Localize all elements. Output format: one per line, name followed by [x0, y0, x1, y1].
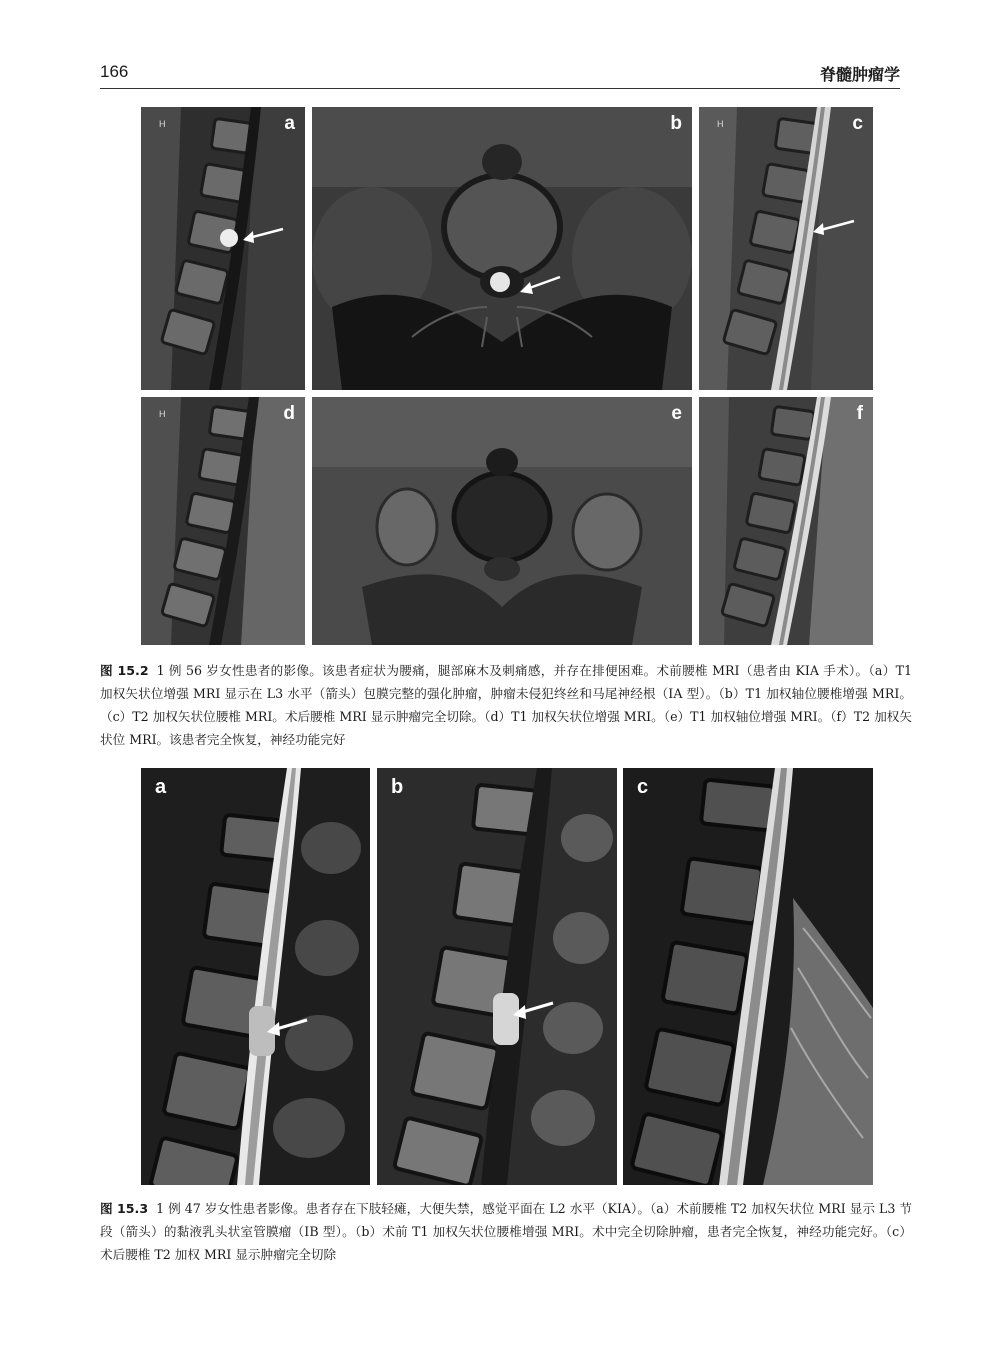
figure-15-2-panel-a	[141, 107, 305, 390]
figure-15-2-panel-e	[312, 397, 692, 645]
caption-label: 图 15.3	[100, 1201, 149, 1216]
panel-label: b	[670, 113, 682, 134]
figure-15-2-panel-d	[141, 397, 305, 645]
running-title: 脊髓肿瘤学	[819, 65, 900, 84]
mri-sagittal-image	[141, 768, 370, 1185]
mri-sagittal-image	[141, 397, 305, 645]
image-marker-h: H	[717, 119, 724, 129]
figure-15-2-panel-b	[312, 107, 692, 390]
mri-axial-image	[312, 107, 692, 390]
panel-label: d	[283, 403, 295, 424]
mri-sagittal-image	[623, 768, 873, 1185]
mri-sagittal-image	[699, 397, 873, 645]
figure-15-3-panel-b	[377, 768, 617, 1185]
mri-axial-image	[312, 397, 692, 645]
caption-text: 1 例 47 岁女性患者影像。患者存在下肢轻瘫，大便失禁，感觉平面在 L2 水平（KIA）。（a）术前腰椎 T2 加权矢状位 MRI 显示 L3 节段（箭头）的黏液乳头状室管膜瘤（ⅠB 型）。（b）术前 T1 加权矢状位腰椎增强 MRI。术中完全切除肿瘤，患者完全恢复，神经功能完好。（c）术后腰椎 T2 加权 MRI 显示肿瘤完全切除	[100, 1201, 912, 1262]
figure-15-3-panel-c	[623, 768, 873, 1185]
mri-sagittal-image	[141, 107, 305, 390]
figure-15-2-panel-f	[699, 397, 873, 645]
figure-15-3-caption	[100, 1197, 912, 1266]
panel-label: b	[391, 776, 404, 798]
mri-sagittal-image	[699, 107, 873, 390]
mri-sagittal-image	[377, 768, 617, 1185]
panel-label: a	[155, 776, 167, 798]
panel-label: a	[284, 113, 295, 134]
page-header	[100, 62, 900, 92]
header-rule	[100, 88, 900, 89]
panel-label: c	[637, 776, 649, 798]
panel-label: c	[852, 113, 863, 134]
panel-label: e	[671, 403, 682, 424]
page-number: 166	[100, 62, 129, 81]
figure-15-3-panel-a	[141, 768, 370, 1185]
panel-label: f	[856, 403, 863, 424]
caption-text: 1 例 56 岁女性患者的影像。该患者症状为腰痛，腿部麻木及刺痛感，并存在排便困难。术前腰椎 MRI（患者由 KIA 手术）。（a）T1 加权矢状位增强 MRI 显示在 L3 水平（箭头）包膜完整的强化肿瘤，肿瘤未侵犯终丝和马尾神经根（ⅠA 型）。（b）T1 加权轴位腰椎增强 MRI。（c）T2 加权矢状位腰椎 MRI。术后腰椎 MRI 显示肿瘤完全切除。（d）T1 加权矢状位增强 MRI。（e）T1 加权轴位增强 MRI。（f）T2 加权矢状位 MRI。该患者完全恢复，神经功能完好	[100, 663, 912, 747]
caption-label: 图 15.2	[100, 663, 149, 678]
figure-15-2-caption	[100, 659, 912, 751]
image-marker-h: H	[159, 409, 166, 419]
figure-15-2-panel-c	[699, 107, 873, 390]
image-marker-h: H	[159, 119, 166, 129]
